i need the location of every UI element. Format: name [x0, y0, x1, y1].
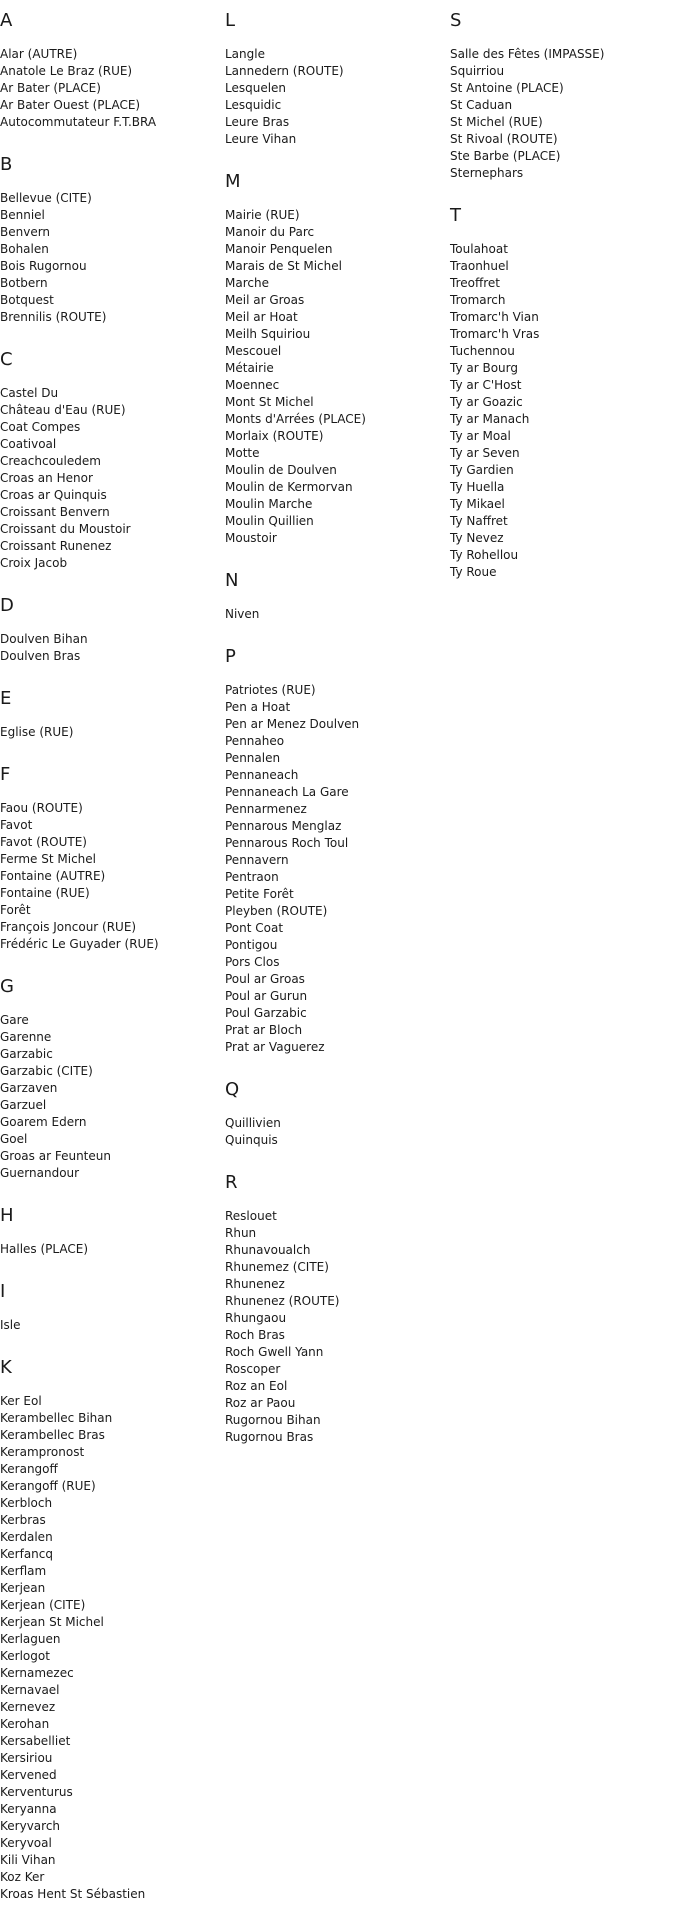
street-link[interactable]: Poul ar Gurun: [225, 989, 308, 1003]
street-link[interactable]: Goel: [0, 1132, 28, 1146]
street-list: [0, 190, 225, 326]
street-link[interactable]: Prat ar Vaguerez: [225, 1040, 325, 1054]
street-link[interactable]: Salle des Fêtes (IMPASSE): [450, 47, 605, 61]
street-link[interactable]: Bohalen: [0, 242, 49, 256]
street-list: [0, 724, 225, 741]
street-link[interactable]: Monts d'Arrées (PLACE): [225, 412, 366, 426]
street-link[interactable]: Kerambellec Bihan: [0, 1411, 113, 1425]
street-link[interactable]: Kerjean (CITE): [0, 1598, 86, 1612]
street-link[interactable]: Ty ar C'Host: [450, 378, 522, 392]
street-link[interactable]: Ty ar Bourg: [450, 361, 518, 375]
street-link[interactable]: Poul Garzabic: [225, 1006, 307, 1020]
street-link[interactable]: Favot: [0, 818, 33, 832]
street-link[interactable]: Botquest: [0, 293, 54, 307]
street-link[interactable]: Garzaven: [0, 1081, 58, 1095]
section-letter-heading: Q: [225, 1079, 240, 1100]
street-link[interactable]: Halles (PLACE): [0, 1242, 89, 1256]
letter-section: [225, 1172, 450, 1446]
street-link[interactable]: Pen ar Menez Doulven: [225, 717, 360, 731]
street-link[interactable]: Moulin Marche: [225, 497, 313, 511]
street-link[interactable]: Lannedern (ROUTE): [225, 64, 344, 78]
section-letter-heading: A: [0, 10, 13, 31]
street-link[interactable]: Garzuel: [0, 1098, 47, 1112]
street-link[interactable]: Groas ar Feunteun: [0, 1149, 111, 1163]
street-link[interactable]: Garenne: [0, 1030, 52, 1044]
section-letter-heading: K: [0, 1357, 12, 1378]
street-link[interactable]: Mescouel: [225, 344, 282, 358]
section-letter-heading: C: [0, 349, 13, 370]
street-link[interactable]: Keryvoal: [0, 1836, 52, 1850]
street-link[interactable]: Métairie: [225, 361, 274, 375]
street-link[interactable]: Rhunenez: [225, 1277, 285, 1291]
street-link[interactable]: Moulin de Kermorvan: [225, 480, 353, 494]
street-link[interactable]: St Caduan: [450, 98, 513, 112]
street-link[interactable]: Garzabic: [0, 1047, 53, 1061]
letter-section: [0, 764, 225, 953]
street-link[interactable]: Croissant Benvern: [0, 505, 110, 519]
street-link[interactable]: Reslouet: [225, 1209, 277, 1223]
street-link[interactable]: Sternephars: [450, 166, 524, 180]
letter-section: [450, 10, 675, 182]
street-link[interactable]: St Antoine (PLACE): [450, 81, 564, 95]
street-link[interactable]: Rugornou Bihan: [225, 1413, 321, 1427]
street-link[interactable]: Kerflam: [0, 1564, 47, 1578]
street-link[interactable]: Garzabic (CITE): [0, 1064, 93, 1078]
street-link[interactable]: Marais de St Michel: [225, 259, 342, 273]
street-link[interactable]: Poul ar Groas: [225, 972, 305, 986]
street-link[interactable]: Gare: [0, 1013, 29, 1027]
letter-section: [225, 646, 450, 1056]
letter-section: [0, 595, 225, 665]
street-list: [225, 46, 450, 148]
street-link[interactable]: Forêt: [0, 903, 31, 917]
street-link[interactable]: Rhun: [225, 1226, 257, 1240]
section-letter-heading: L: [225, 10, 236, 31]
letter-section: [0, 1281, 225, 1334]
street-link[interactable]: Moulin Quillien: [225, 514, 314, 528]
section-letter-heading: P: [225, 646, 236, 667]
letter-section: [0, 349, 225, 572]
street-link[interactable]: Brennilis (ROUTE): [0, 310, 107, 324]
street-list: [0, 1317, 225, 1334]
street-link[interactable]: Meil ar Groas: [225, 293, 305, 307]
street-link[interactable]: Doulven Bras: [0, 649, 81, 663]
letter-section: [225, 171, 450, 547]
letter-section: [225, 1079, 450, 1149]
street-link[interactable]: Autocommutateur F.T.BRA: [0, 115, 157, 129]
street-link[interactable]: Traonhuel: [450, 259, 509, 273]
street-link[interactable]: Kerfancq: [0, 1547, 53, 1561]
street-link[interactable]: François Joncour (RUE): [0, 920, 137, 934]
section-letter-heading: R: [225, 1172, 238, 1193]
street-link[interactable]: Mont St Michel: [225, 395, 314, 409]
letter-section: [0, 1205, 225, 1258]
letter-section: [0, 688, 225, 741]
street-index-column-2: [225, 0, 450, 1469]
street-link[interactable]: Kerlaguen: [0, 1632, 61, 1646]
street-link[interactable]: Keryvarch: [0, 1819, 61, 1833]
street-link[interactable]: Pennarous Menglaz: [225, 819, 342, 833]
street-link[interactable]: Kerventurus: [0, 1785, 73, 1799]
street-link[interactable]: Kerjean: [0, 1581, 46, 1595]
street-link[interactable]: Coativoal: [0, 437, 57, 451]
street-link[interactable]: Meilh Squiriou: [225, 327, 311, 341]
street-link[interactable]: Ar Bater Ouest (PLACE): [0, 98, 141, 112]
street-link[interactable]: Ty ar Manach: [450, 412, 530, 426]
street-list: [0, 1241, 225, 1258]
street-link[interactable]: Château d'Eau (RUE): [0, 403, 126, 417]
section-letter-heading: E: [0, 688, 12, 709]
letter-section: [0, 10, 225, 131]
street-link[interactable]: Croissant Runenez: [0, 539, 112, 553]
street-list: [0, 800, 225, 953]
street-link[interactable]: Ty Naffret: [450, 514, 508, 528]
street-link[interactable]: Kerambellec Bras: [0, 1428, 105, 1442]
street-link[interactable]: Goarem Edern: [0, 1115, 87, 1129]
street-link[interactable]: Pennarmenez: [225, 802, 307, 816]
street-link[interactable]: Petite Forêt: [225, 887, 294, 901]
street-link[interactable]: Kili Vihan: [0, 1853, 56, 1867]
street-link[interactable]: Pontigou: [225, 938, 278, 952]
street-link[interactable]: Frédéric Le Guyader (RUE): [0, 937, 159, 951]
street-link[interactable]: Mairie (RUE): [225, 208, 300, 222]
street-link[interactable]: Bellevue (CITE): [0, 191, 92, 205]
section-letter-heading: B: [0, 154, 13, 175]
street-link[interactable]: Creachcouledem: [0, 454, 101, 468]
street-link[interactable]: Meil ar Hoat: [225, 310, 298, 324]
street-link[interactable]: Kerdalen: [0, 1530, 53, 1544]
street-link[interactable]: Croissant du Moustoir: [0, 522, 131, 536]
street-list: [225, 606, 450, 623]
street-link[interactable]: Quillivien: [225, 1116, 281, 1130]
street-list: [225, 207, 450, 547]
street-link[interactable]: Ar Bater (PLACE): [0, 81, 101, 95]
section-letter-heading: F: [0, 764, 11, 785]
street-link[interactable]: Pennaneach La Gare: [225, 785, 349, 799]
street-link[interactable]: Ste Barbe (PLACE): [450, 149, 561, 163]
street-link[interactable]: Manoir Penquelen: [225, 242, 333, 256]
section-letter-heading: H: [0, 1205, 14, 1226]
street-link[interactable]: Isle: [0, 1318, 21, 1332]
street-link[interactable]: Faou (ROUTE): [0, 801, 83, 815]
street-link[interactable]: Favot (ROUTE): [0, 835, 87, 849]
street-link[interactable]: Roscoper: [225, 1362, 281, 1376]
street-link[interactable]: Bois Rugornou: [0, 259, 87, 273]
street-link[interactable]: Botbern: [0, 276, 48, 290]
street-link[interactable]: Manoir du Parc: [225, 225, 315, 239]
street-list: [450, 46, 675, 182]
street-link[interactable]: Roz ar Paou: [225, 1396, 296, 1410]
street-link[interactable]: Kerampronost: [0, 1445, 85, 1459]
street-link[interactable]: Pen a Hoat: [225, 700, 291, 714]
street-link[interactable]: Benniel: [0, 208, 45, 222]
street-list: [450, 241, 675, 581]
street-link[interactable]: Rhungaou: [225, 1311, 287, 1325]
street-link[interactable]: Pors Clos: [225, 955, 280, 969]
street-link[interactable]: Croas ar Quinquis: [0, 488, 107, 502]
street-link[interactable]: Moennec: [225, 378, 280, 392]
street-link[interactable]: Rhunavoualch: [225, 1243, 311, 1257]
street-link[interactable]: Tromarc'h Vras: [450, 327, 540, 341]
letter-section: [225, 10, 450, 148]
street-link[interactable]: Motte: [225, 446, 260, 460]
letter-section: [0, 154, 225, 326]
street-link[interactable]: Kerohan: [0, 1717, 50, 1731]
letter-section: [0, 976, 225, 1182]
street-link[interactable]: Kerlogot: [0, 1649, 50, 1663]
letter-section: [225, 570, 450, 623]
street-link[interactable]: Pont Coat: [225, 921, 284, 935]
street-index-column-1: [0, 0, 225, 1926]
street-list: [0, 385, 225, 572]
street-link[interactable]: Pennarous Roch Toul: [225, 836, 349, 850]
street-link[interactable]: Lesquelen: [225, 81, 287, 95]
street-link[interactable]: Kernavael: [0, 1683, 60, 1697]
street-link[interactable]: Leure Bras: [225, 115, 290, 129]
street-link[interactable]: Castel Du: [0, 386, 59, 400]
street-link[interactable]: Moulin de Doulven: [225, 463, 337, 477]
street-link[interactable]: Kerangoff: [0, 1462, 58, 1476]
street-link[interactable]: Niven: [225, 607, 260, 621]
section-letter-heading: M: [225, 171, 241, 192]
street-link[interactable]: Kerjean St Michel: [0, 1615, 104, 1629]
street-link[interactable]: Ty Mikael: [450, 497, 505, 511]
street-link[interactable]: Pennaheo: [225, 734, 285, 748]
street-link[interactable]: Tuchennou: [450, 344, 515, 358]
section-letter-heading: D: [0, 595, 14, 616]
street-link[interactable]: Moustoir: [225, 531, 277, 545]
street-link[interactable]: Ty Nevez: [450, 531, 504, 545]
street-link[interactable]: Ty Huella: [450, 480, 505, 494]
street-link[interactable]: Ker Eol: [0, 1394, 42, 1408]
street-link[interactable]: Morlaix (ROUTE): [225, 429, 324, 443]
street-link[interactable]: Fontaine (RUE): [0, 886, 90, 900]
street-link[interactable]: Marche: [225, 276, 269, 290]
street-link[interactable]: Ty ar Seven: [450, 446, 520, 460]
street-link[interactable]: Kerbloch: [0, 1496, 53, 1510]
street-link[interactable]: Pennavern: [225, 853, 289, 867]
street-link[interactable]: Croix Jacob: [0, 556, 68, 570]
street-link[interactable]: Kersiriou: [0, 1751, 53, 1765]
street-list: [0, 631, 225, 665]
street-link[interactable]: Kernevez: [0, 1700, 56, 1714]
street-link[interactable]: Roch Gwell Yann: [225, 1345, 324, 1359]
letter-section: [450, 205, 675, 581]
street-link[interactable]: Pennalen: [225, 751, 281, 765]
street-link[interactable]: Anatole Le Braz (RUE): [0, 64, 133, 78]
section-letter-heading: I: [0, 1281, 6, 1302]
street-link[interactable]: Tromarch: [450, 293, 506, 307]
street-link[interactable]: St Michel (RUE): [450, 115, 543, 129]
street-link[interactable]: Pennaneach: [225, 768, 299, 782]
street-link[interactable]: Roz an Eol: [225, 1379, 288, 1393]
street-link[interactable]: Kroas Hent St Sébastien: [0, 1887, 146, 1901]
street-link[interactable]: Kerbras: [0, 1513, 46, 1527]
street-link[interactable]: Ty Gardien: [450, 463, 514, 477]
street-link[interactable]: Kervened: [0, 1768, 57, 1782]
street-link[interactable]: Squirriou: [450, 64, 505, 78]
street-link[interactable]: Rhunenez (ROUTE): [225, 1294, 340, 1308]
street-link[interactable]: Quinquis: [225, 1133, 278, 1147]
street-link[interactable]: Rhunemez (CITE): [225, 1260, 329, 1274]
street-link[interactable]: Eglise (RUE): [0, 725, 74, 739]
street-link[interactable]: Lesquidic: [225, 98, 282, 112]
street-link[interactable]: Croas an Henor: [0, 471, 93, 485]
street-link[interactable]: Patriotes (RUE): [225, 683, 316, 697]
street-link[interactable]: Pentraon: [225, 870, 279, 884]
street-link[interactable]: Doulven Bihan: [0, 632, 88, 646]
street-link[interactable]: Ty ar Goazic: [450, 395, 523, 409]
street-link[interactable]: Leure Vihan: [225, 132, 297, 146]
letter-section: [0, 1357, 225, 1903]
street-link[interactable]: Roch Bras: [225, 1328, 285, 1342]
street-link[interactable]: Koz Ker: [0, 1870, 45, 1884]
street-link[interactable]: Ferme St Michel: [0, 852, 96, 866]
street-link[interactable]: Rugornou Bras: [225, 1430, 314, 1444]
street-list: [225, 682, 450, 1056]
street-link[interactable]: Toulahoat: [450, 242, 508, 256]
street-link[interactable]: Keryanna: [0, 1802, 57, 1816]
street-link[interactable]: Treoffret: [450, 276, 500, 290]
street-link[interactable]: Pleyben (ROUTE): [225, 904, 328, 918]
street-link[interactable]: Kernamezec: [0, 1666, 74, 1680]
section-letter-heading: G: [0, 976, 14, 997]
section-letter-heading: N: [225, 570, 239, 591]
street-link[interactable]: Ty ar Moal: [450, 429, 511, 443]
street-link[interactable]: St Rivoal (ROUTE): [450, 132, 558, 146]
street-link[interactable]: Fontaine (AUTRE): [0, 869, 106, 883]
street-index-column-3: [450, 0, 675, 604]
street-link[interactable]: Ty Rohellou: [450, 548, 519, 562]
street-link[interactable]: Ty Roue: [450, 565, 497, 579]
street-link[interactable]: Tromarc'h Vian: [450, 310, 539, 324]
street-list: [0, 1012, 225, 1182]
street-list: [0, 1393, 225, 1903]
street-link[interactable]: Coat Compes: [0, 420, 81, 434]
street-link[interactable]: Benvern: [0, 225, 51, 239]
street-link[interactable]: Guernandour: [0, 1166, 80, 1180]
street-link[interactable]: Alar (AUTRE): [0, 47, 78, 61]
street-list: [225, 1208, 450, 1446]
street-link[interactable]: Kerangoff (RUE): [0, 1479, 96, 1493]
section-letter-heading: T: [450, 205, 461, 226]
section-letter-heading: S: [450, 10, 462, 31]
street-list: [225, 1115, 450, 1149]
street-list: [0, 46, 225, 131]
street-link[interactable]: Langle: [225, 47, 265, 61]
street-link[interactable]: Kersabelliet: [0, 1734, 71, 1748]
street-link[interactable]: Prat ar Bloch: [225, 1023, 303, 1037]
